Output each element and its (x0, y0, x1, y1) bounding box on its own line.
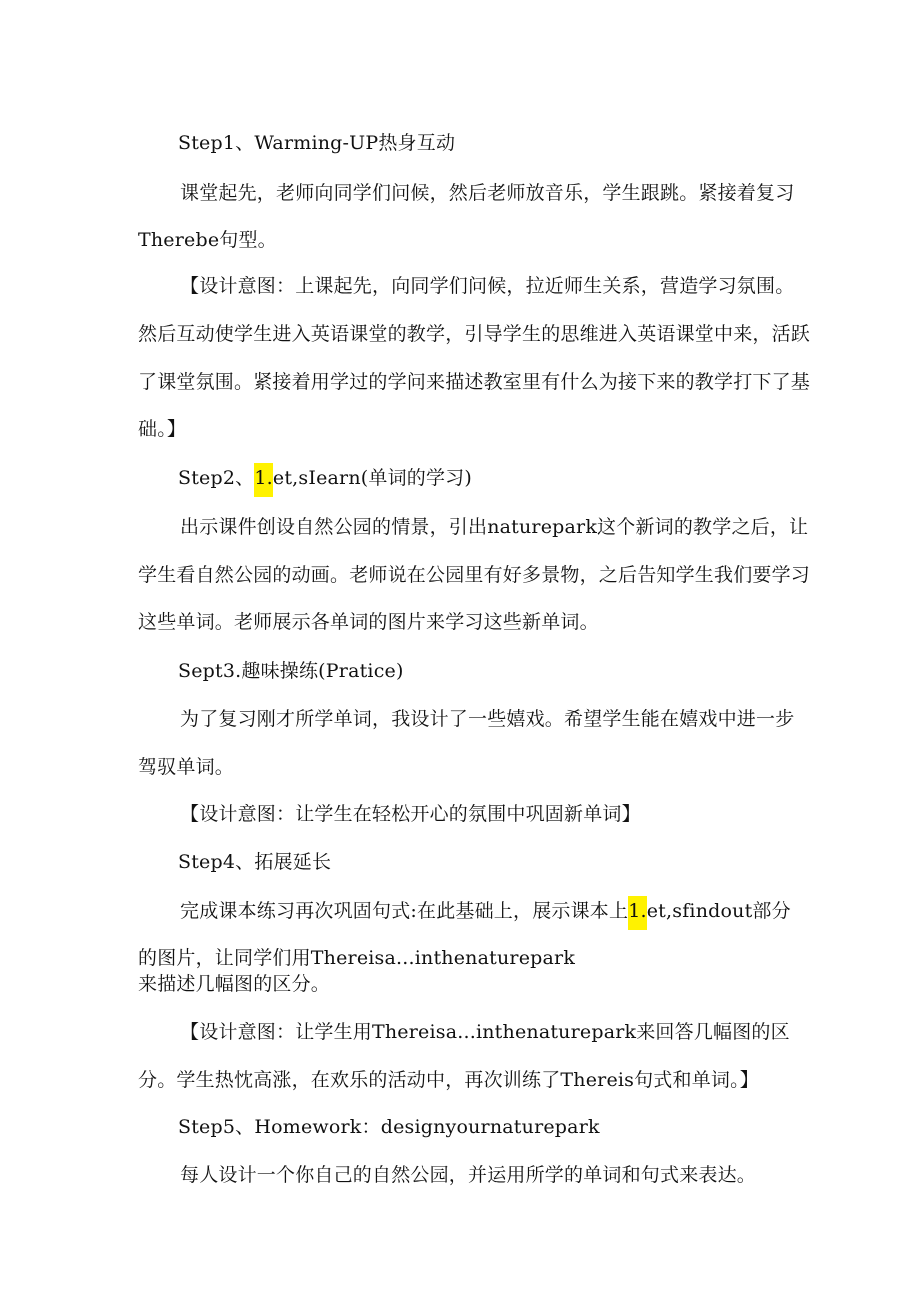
step3-intent-line-1: 【设计意图：让学生在轻松开心的氛围中巩固新单词】 (180, 803, 641, 825)
step4-paragraph-line-2: 的图片，让同学们用Thereisa...inthenaturepark (138, 947, 576, 969)
step4-paragraph-line-3: 来描述几幅图的区分。 (138, 973, 331, 995)
step2-paragraph-line-2: 学生看自然公园的动画。老师说在公园里有好多景物，之后告知学生我们要学习 (138, 564, 811, 586)
step4-intent-line-1: 【设计意图：让学生用Thereisa...inthenaturepark来回答几幅图的区 (180, 1021, 790, 1043)
step2-heading-highlight: 1. (254, 463, 273, 497)
step1-intent-line-1: 【设计意图：上课起先，向同学们问候，拉近师生关系，营造学习氛围。 (180, 275, 795, 297)
step2-heading-prefix: Step2、 (178, 467, 255, 489)
step5-paragraph-line-1: 每人设计一个你自己的自然公园，并运用所学的单词和句式来表达。 (180, 1164, 757, 1186)
step1-intent-line-3: 了课堂氛围。紧接着用学过的学问来描述教室里有什么为接下来的教学打下了基 (138, 371, 811, 393)
step3-paragraph-line-2: 驾驭单词。 (138, 756, 235, 778)
step3-heading: Sept3.趣味操练(Pratice) (178, 660, 404, 682)
step1-intent-line-2: 然后互动使学生进入英语课堂的教学，引导学生的思维进入英语课堂中来，活跃 (138, 323, 811, 345)
step4-paragraph-line-1 (180, 899, 791, 923)
step4-intent-line-2: 分。学生热忱高涨，在欢乐的活动中，再次训练了Thereis句式和单词。】 (138, 1069, 760, 1091)
step4-paragraph-suffix: et,sfindout部分 (646, 900, 791, 922)
step1-intent-line-4: 础。】 (138, 418, 187, 440)
step1-heading: Step1、Warming-UP热身互动 (178, 132, 456, 154)
step2-paragraph-line-1: 出示课件创设自然公园的情景，引出naturepark这个新词的教学之后，让 (180, 516, 809, 538)
step4-paragraph-prefix: 完成课本练习再次巩固句式:在此基础上，展示课本上 (180, 900, 629, 922)
step4-paragraph-highlight: 1. (628, 896, 647, 930)
step2-paragraph-line-3: 这些单词。老师展示各单词的图片来学习这些新单词。 (138, 611, 599, 633)
step2-heading-suffix: et,sIearn(单词的学习) (272, 467, 472, 489)
step4-heading: Step4、拓展延长 (178, 851, 332, 873)
step2-heading (178, 466, 472, 490)
step1-paragraph-line-1: 课堂起先，老师向同学们问候，然后老师放音乐，学生跟跳。紧接着复习 (180, 182, 795, 204)
step1-paragraph-line-2: Therebe句型。 (138, 229, 277, 251)
step3-paragraph-line-1: 为了复习刚才所学单词，我设计了一些嬉戏。希望学生能在嬉戏中进一步 (180, 708, 795, 730)
step5-heading: Step5、Homework：designyournaturepark (178, 1116, 600, 1138)
